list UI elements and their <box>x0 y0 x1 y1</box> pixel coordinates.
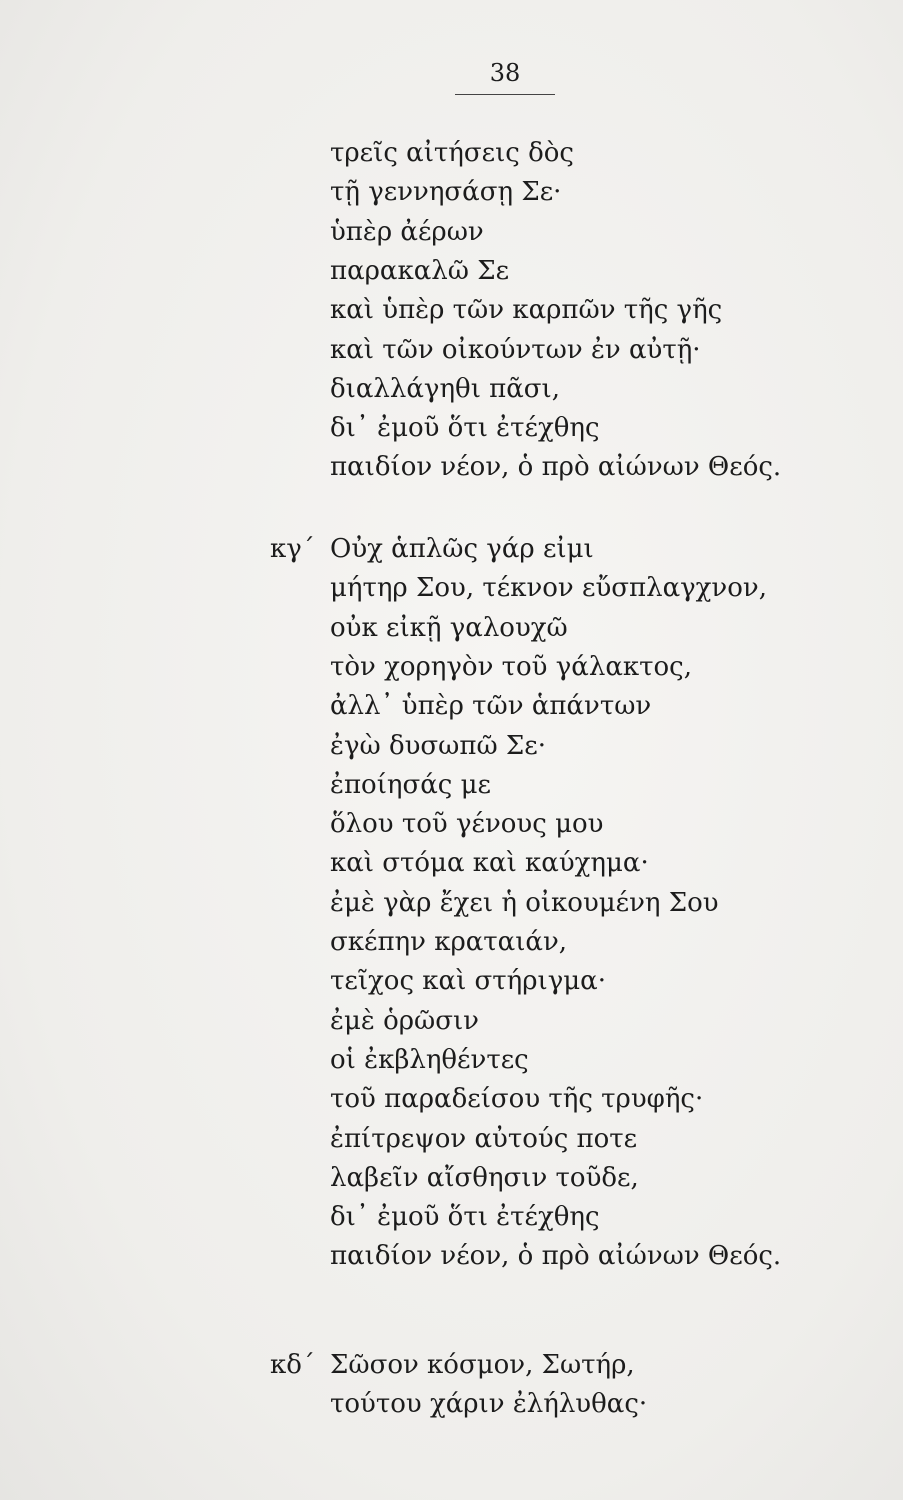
verse-line: παρακαλῶ Σε <box>330 255 510 286</box>
verse-line: τρεῖς αἰτήσεις δὸς <box>330 138 574 168</box>
verse-line: ἐπίτρεψον αὐτούς ποτε <box>330 1123 638 1154</box>
verse-line: τοῦ παραδείσου τῆς τρυφῆς· <box>330 1084 704 1115</box>
header-rule <box>455 94 555 95</box>
verse-line: Οὐχ ἁπλῶς γάρ εἰμι <box>330 534 594 564</box>
verse-line: δι᾿ ἐμοῦ ὅτι ἐτέχθης <box>330 413 600 444</box>
verse-line: καὶ ὑπὲρ τῶν καρπῶν τῆς γῆς <box>330 295 723 326</box>
verse-line: τούτου χάριν ἐλήλυθας· <box>330 1389 648 1420</box>
verse-line: ἀλλ᾿ ὑπὲρ τῶν ἁπάντων <box>330 691 652 722</box>
verse-line: σκέπην κραταιάν, <box>330 927 568 957</box>
verse-line: διαλλάγηθι πᾶσι, <box>330 373 561 404</box>
verse-line: παιδίον νέον, ὁ πρὸ αἰώνων Θεός. <box>330 1241 782 1272</box>
verse-line: οὐκ εἰκῇ γαλουχῶ <box>330 612 568 643</box>
verse-line: δι᾿ ἐμοῦ ὅτι ἐτέχθης <box>330 1202 600 1233</box>
verse-line: λαβεῖν αἴσθησιν τοῦδε, <box>330 1162 639 1193</box>
verse-line: ἐγὼ δυσωπῶ Σε· <box>330 730 547 761</box>
verse-line: ὅλου τοῦ γένους μου <box>330 809 604 840</box>
verse-line: Σῶσον κόσμον, Σωτήρ, <box>330 1350 635 1380</box>
verse-line: παιδίον νέον, ὁ πρὸ αἰώνων Θεός. <box>330 452 782 483</box>
page-number: 38 <box>489 59 521 87</box>
stanza-number: κδ΄ <box>270 1350 315 1380</box>
verse-line: καὶ τῶν οἰκούντων ἐν αὐτῇ· <box>330 334 701 365</box>
verse-line: οἱ ἐκβληθέντες <box>330 1044 529 1075</box>
verse-line: τὸν χορηγὸν τοῦ γάλακτος, <box>330 651 692 682</box>
verse-line: μήτηρ Σου, τέκνον εὔσπλαγχνον, <box>330 573 767 604</box>
stanza-number: κγ΄ <box>270 534 315 564</box>
verse-line: τῇ γεννησάσῃ Σε· <box>330 177 562 208</box>
verse-line: ἐμὲ ὁρῶσιν <box>330 1005 479 1036</box>
verse-line: καὶ στόμα καὶ καύχημα· <box>330 848 649 879</box>
verse-line: τεῖχος καὶ στήριγμα· <box>330 966 606 997</box>
verse-line: ἐμὲ γὰρ ἔχει ἡ οἰκουμένη Σου <box>330 887 719 918</box>
verse-line: ὑπὲρ ἀέρων <box>330 216 484 247</box>
verse-line: ἐποίησάς με <box>330 769 491 800</box>
